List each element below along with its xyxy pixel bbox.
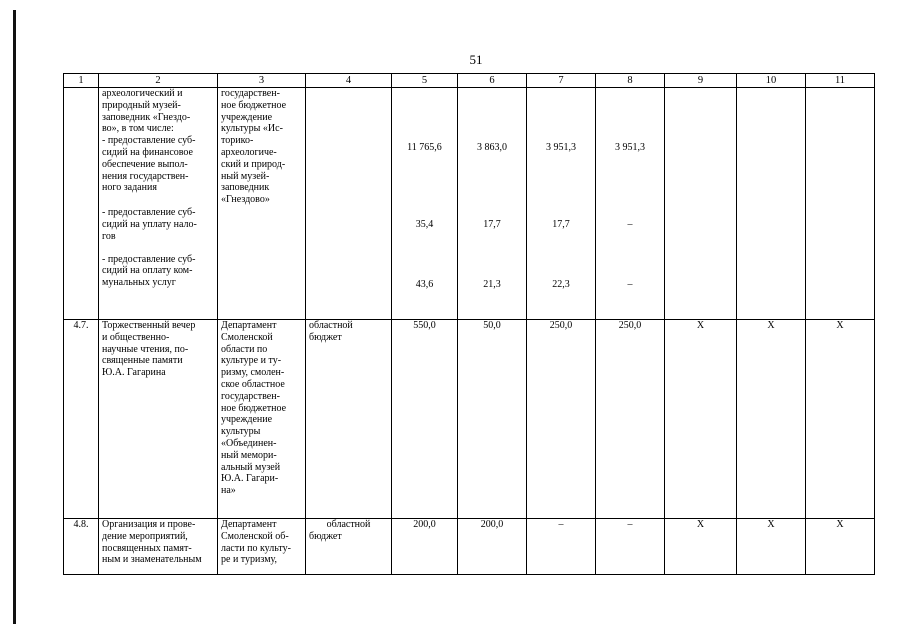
header-cell: 7 (527, 74, 596, 88)
funding-line: бюджет (309, 331, 342, 343)
event-name-line: Ю.А. Гагарина (102, 367, 166, 379)
year1-cell (458, 88, 527, 320)
year1-cell: 50,0 (458, 320, 527, 519)
col10-cell (737, 88, 806, 320)
event-name-line: - предоставление суб- (102, 207, 196, 219)
header-cell: 11 (806, 74, 875, 88)
executor-line: ный музей- (221, 170, 270, 182)
row-number-cell: 4.8. (64, 519, 99, 575)
event-name-line: заповедник «Гнездо- (102, 111, 191, 123)
event-name-line: Торжественный вечер (102, 320, 196, 331)
col11-cell (806, 88, 875, 320)
executor-line: Департамент (221, 519, 277, 530)
funding-line: бюджет (309, 530, 342, 542)
executor-line: археологиче- (221, 146, 277, 158)
executor-line: «Гнездово» (221, 194, 270, 206)
event-name-line: мунальных услуг (102, 277, 176, 289)
event-name-line: обеспечение выпол- (102, 158, 188, 170)
page-margin-bar (13, 10, 16, 624)
event-name-line: Организация и прове- (102, 519, 196, 530)
year3-cell: – (596, 519, 665, 575)
page-number: 51 (469, 52, 483, 67)
header-cell: 10 (737, 74, 806, 88)
event-name-line: - предоставление суб- (102, 253, 196, 265)
executor-line: Департамент (221, 320, 277, 331)
executor-line: ризму, смолен- (221, 367, 285, 379)
col10-cell: Х (737, 320, 806, 519)
event-name-line: природный музей- (102, 99, 181, 111)
executor-line: государствен- (221, 390, 280, 402)
col9-cell: Х (665, 320, 737, 519)
col9-cell (665, 88, 737, 320)
executor-line: Ю.А. Гагари- (221, 473, 279, 485)
amount-value: 17,7 (552, 218, 570, 230)
amount-value: 35,4 (415, 218, 434, 230)
year2-cell (527, 88, 596, 320)
executor-line: торико- (221, 135, 254, 147)
event-name-line: во», в том числе: (102, 123, 174, 135)
event-name-line: ным и знаменательным (102, 554, 202, 566)
header-cell: 6 (458, 74, 527, 88)
executor-line: культуре и ту- (221, 355, 282, 367)
amount-value: 3 863,0 (477, 142, 507, 153)
year1-cell: 200,0 (458, 519, 527, 575)
amount-value: – (627, 278, 633, 290)
executor-cell (218, 88, 306, 320)
funding-line: областной (326, 519, 371, 530)
total-cell: 550,0 (392, 320, 458, 519)
amount-value: 11 765,6 (407, 142, 442, 153)
amount-value: 17,7 (483, 218, 501, 230)
executor-line: учреждение (221, 111, 273, 123)
executor-line: Смоленской об- (221, 530, 289, 542)
event-name-cell (99, 519, 218, 575)
executor-line: «Объединен- (221, 437, 277, 449)
executor-line: Смоленской (221, 331, 273, 343)
executor-line: на» (221, 485, 236, 497)
table-row-4-8 (64, 519, 875, 575)
event-name-line: - предоставление суб- (102, 135, 196, 147)
executor-line: ное бюджетное (221, 99, 287, 111)
event-name-line: гов (102, 230, 116, 242)
header-cell: 5 (392, 74, 458, 88)
event-name-line: священные памяти (102, 355, 183, 367)
header-row (64, 74, 875, 88)
executor-cell (218, 519, 306, 575)
header-cell: 3 (218, 74, 306, 88)
header-cell: 8 (596, 74, 665, 88)
funding-source-cell (306, 320, 392, 519)
executor-line: культуры «Ис- (221, 123, 283, 135)
funding-source-cell (306, 88, 392, 320)
executor-line: ласти по культу- (221, 542, 291, 554)
executor-cell (218, 320, 306, 519)
amount-value: 43,6 (415, 278, 434, 290)
event-name-line: сидий на финансовое (102, 146, 193, 158)
amount-value: 3 951,3 (615, 142, 645, 153)
event-name-cell (99, 320, 218, 519)
table-row-continued (64, 88, 875, 320)
event-name-line: нения государствен- (102, 170, 189, 182)
executor-line: учреждение (221, 414, 273, 426)
amount-value: – (627, 218, 633, 230)
amount-value: 22,3 (552, 278, 570, 290)
event-name-cell (99, 88, 218, 320)
executor-line: ское областное (221, 378, 285, 390)
event-name-line: археологический и (102, 88, 183, 99)
executor-line: заповедник (221, 182, 270, 194)
col11-cell: Х (806, 320, 875, 519)
table-row-4-7 (64, 320, 875, 519)
executor-line: ный мемори- (221, 449, 277, 461)
row-number-cell: 4.7. (64, 320, 99, 519)
funding-source-cell (306, 519, 392, 575)
executor-line: области по (221, 343, 268, 355)
event-name-line: дение мероприятий, (102, 530, 188, 542)
year2-cell: 250,0 (527, 320, 596, 519)
year2-cell: – (527, 519, 596, 575)
amount-value: 21,3 (483, 278, 501, 290)
executor-line: государствен- (221, 88, 280, 99)
budget-table (63, 73, 875, 575)
event-name-line: сидий на уплату нало- (102, 218, 197, 230)
header-cell: 1 (64, 74, 99, 88)
event-name-line: сидий на оплату ком- (102, 265, 193, 277)
header-cell: 4 (306, 74, 392, 88)
executor-line: альный музей (221, 461, 281, 473)
event-name-line: ного задания (102, 182, 157, 194)
header-cell: 9 (665, 74, 737, 88)
row-number-cell (64, 88, 99, 320)
col11-cell: Х (806, 519, 875, 575)
event-name-line: и общественно- (102, 331, 170, 343)
executor-line: культуры (221, 426, 261, 438)
event-name-line: научные чтения, по- (102, 343, 189, 355)
col9-cell: Х (665, 519, 737, 575)
header-cell: 2 (99, 74, 218, 88)
executor-line: ский и природ- (221, 158, 286, 170)
total-cell: 200,0 (392, 519, 458, 575)
col10-cell: Х (737, 519, 806, 575)
executor-line: ное бюджетное (221, 402, 287, 414)
funding-line: областной (309, 320, 353, 331)
year3-cell: 250,0 (596, 320, 665, 519)
year3-cell (596, 88, 665, 320)
event-name-line: посвященных памят- (102, 542, 192, 554)
amount-value: 3 951,3 (546, 142, 576, 153)
total-cell (392, 88, 458, 320)
executor-line: ре и туризму, (221, 554, 278, 566)
